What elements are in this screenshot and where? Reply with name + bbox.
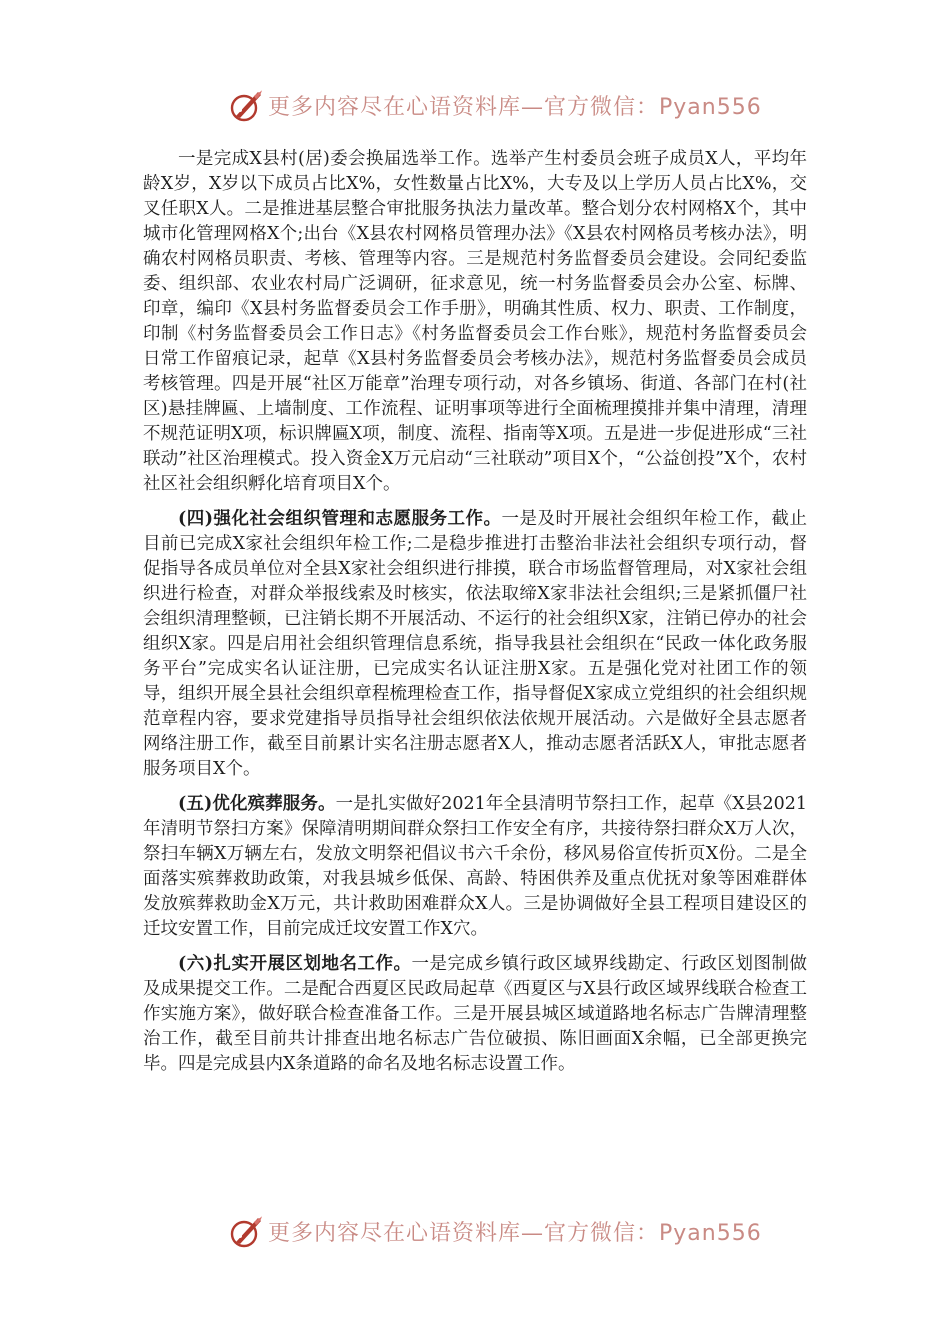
- section-heading: (五)优化殡葬服务。: [178, 794, 336, 814]
- paragraph-text: 一是扎实做好2021年全县清明节祭扫工作，起草《X县2021年清明节祭扫方案》保障清明期间群众祭扫工作安全有序，共接待祭扫群众X万人次，祭扫车辆X万辆左右，发放文明祭祀倡议书六千余份，移风易俗宣传折页X份。二是全面落实殡葬救助政策，对我县城乡低保、高龄、特困供养及重点优抚对象等困难群体发放殡葬救助金X万元，共计救助困难群众X人。三是协调做好全县工程项目建设区的迁坟安置工作，目前完成迁坟安置工作X穴。: [143, 794, 807, 939]
- section-heading: (六)扎实开展区划地名工作。: [178, 954, 412, 974]
- paragraph: [143, 507, 807, 782]
- header-banner-text: 更多内容尽在心语资料库—官方微信：Pyan556: [268, 95, 762, 120]
- paragraph-text: 一是完成X县村(居)委会换届选举工作。选举产生村委员会班子成员X人，平均年龄X岁，X岁以下成员占比X%，女性数量占比X%，大专及以上学历人员占比X%，交叉任职X人。二是推进基层整合审批服务执法力量改革。整合划分农村网格X个，其中城市化管理网格X个;出台《X县农村网格员管理办法》《X县农村网格员考核办法》，明确农村网格员职责、考核、管理等内容。三是规范村务监督委员会建设。会同纪委监委、组织部、农业农村局广泛调研，征求意见，统一村务监督委员会办公室、标牌、印章，编印《X县村务监督委员会工作手册》，明确其性质、权力、职责、工作制度，印制《村务监督委员会工作日志》《村务监督委员会工作台账》，规范村务监督委员会日常工作留痕记录，起草《X县村务监督委员会考核办法》，规范村务监督委员会成员考核管理。四是开展“社区万能章”治理专项行动，对各乡镇场、街道、各部门在村(社区)悬挂牌匾、上墙制度、工作流程、证明事项等进行全面梳理摸排并集中清理，清理不规范证明X项，标识牌匾X项，制度、流程、指南等X项。五是进一步促进形成“三社联动”社区治理模式。投入资金X万元启动“三社联动”项目X个，“公益创投”X个，农村社区社会组织孵化培育项目X个。: [143, 149, 807, 494]
- quill-logo-icon: [228, 1214, 264, 1250]
- footer-wechat-handle: Pyan556: [659, 1221, 762, 1246]
- section-heading: (四)强化社会组织管理和志愿服务工作。: [178, 509, 502, 529]
- footer-banner-text: 更多内容尽在心语资料库—官方微信：Pyan556: [268, 1221, 762, 1246]
- header-wechat-handle: Pyan556: [659, 95, 762, 120]
- paragraph: [143, 952, 807, 1077]
- document-body: [143, 147, 807, 1087]
- header-banner: [0, 86, 950, 126]
- quill-logo-icon: [228, 88, 264, 124]
- paragraph-text: 一是完成乡镇行政区域界线勘定、行政区划图制做及成果提交工作。二是配合西夏区民政局起草《西夏区与X县行政区域界线联合检查工作实施方案》，做好联合检查准备工作。三是开展县城区域道路地名标志广告牌清理整治工作，截至目前共计排查出地名标志广告位破损、陈旧画面X余幅，已全部更换完毕。四是完成县内X条道路的命名及地名标志设置工作。: [143, 954, 808, 1074]
- paragraph: [143, 792, 807, 942]
- paragraph: [143, 147, 807, 497]
- paragraph-text: 一是及时开展社会组织年检工作，截止目前已完成X家社会组织年检工作;二是稳步推进打击整治非法社会组织专项行动，督促指导各成员单位对全县X家社会组织进行排摸，联合市场监督管理局，对X家社会组织进行检查，对群众举报线索及时核实，依法取缔X家非法社会组织;三是紧抓僵尸社会组织清理整顿，已注销长期不开展活动、不运行的社会组织X家，注销已停办的社会组织X家。四是启用社会组织管理信息系统，指导我县社会组织在“民政一体化政务服务平台”完成实名认证注册，已完成实名认证注册X家。五是强化党对社团工作的领导，组织开展全县社会组织章程梳理检查工作，指导督促X家成立党组织的社会组织规范章程内容，要求党建指导员指导社会组织依法依规开展活动。六是做好全县志愿者网络注册工作，截至目前累计实名注册志愿者X人，推动志愿者活跃X人，审批志愿者服务项目X个。: [143, 509, 808, 779]
- footer-banner: [0, 1212, 950, 1252]
